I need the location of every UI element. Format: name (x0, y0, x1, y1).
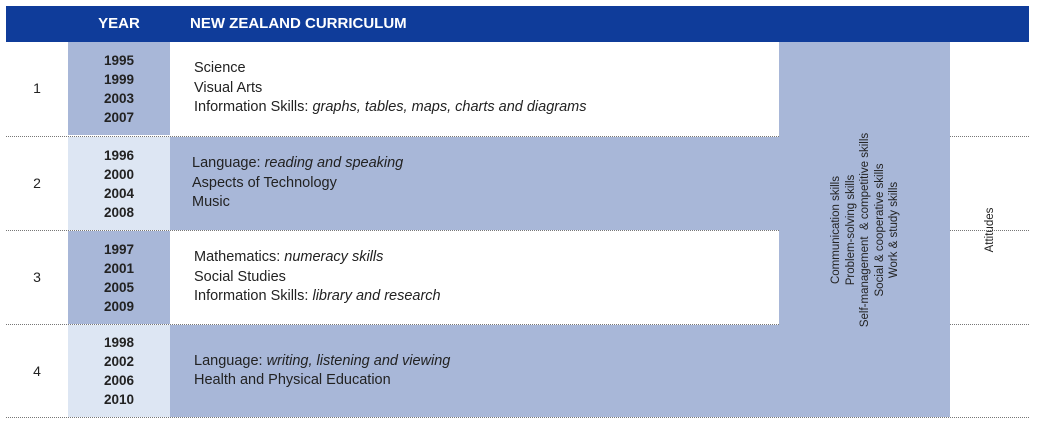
skill-item: Work & study skills (887, 181, 900, 278)
subject-detail: writing, listening and viewing (266, 352, 451, 369)
subject-detail: numeracy skills (284, 249, 384, 266)
subject-name: Health and Physical Education (194, 372, 391, 388)
year-list (68, 42, 170, 135)
subject-name: Language: (194, 352, 267, 369)
subject-item (194, 287, 779, 307)
subject-name: Social Studies (194, 268, 286, 285)
attitudes-column (950, 42, 1029, 417)
row-number: 3 (33, 269, 41, 285)
subject-item (194, 59, 779, 79)
table-header (6, 6, 1029, 42)
subject-detail: reading and speaking (264, 155, 404, 172)
year-value: 2000 (103, 166, 135, 182)
row-number: 4 (33, 363, 41, 379)
skill-item: Self-management & competitive skills (858, 132, 871, 327)
subject-item (194, 352, 779, 372)
attitudes-label: Attitudes (983, 207, 996, 252)
row-number: 1 (33, 80, 41, 96)
subject-item (192, 174, 779, 194)
subject-list (170, 231, 779, 324)
subject-detail: graphs, tables, maps, charts and diagrams (312, 99, 587, 116)
year-value: 2005 (103, 279, 135, 295)
year-value: 2009 (103, 298, 135, 314)
subject-item (194, 371, 779, 391)
year-list (68, 137, 170, 230)
subject-name: Visual Arts (194, 79, 263, 96)
skill-item: Social & cooperative skills (872, 163, 885, 296)
year-list (68, 325, 170, 417)
year-value: 1999 (103, 71, 135, 87)
subject-item (194, 248, 779, 268)
row-divider (6, 417, 1029, 418)
year-value: 2007 (103, 109, 135, 125)
subject-item (194, 268, 779, 288)
year-value: 1997 (103, 241, 135, 257)
subject-item (192, 193, 779, 213)
year-list (68, 231, 170, 324)
year-value: 2004 (103, 185, 135, 201)
subject-list (170, 42, 779, 135)
subject-item (194, 98, 779, 118)
subject-name: Language: (192, 155, 265, 172)
subject-name: Music (192, 194, 230, 211)
year-value: 2006 (103, 373, 135, 388)
year-column-header: YEAR (98, 15, 140, 32)
row-number: 2 (33, 175, 41, 191)
subject-item (194, 79, 779, 99)
subject-item (192, 154, 779, 174)
subject-list (170, 325, 779, 417)
year-value: 2001 (103, 260, 135, 276)
subject-list (170, 137, 779, 230)
skill-item: Problem-solving skills (843, 174, 856, 285)
year-value: 1998 (103, 335, 135, 350)
year-value: 1995 (103, 52, 135, 68)
subject-name: Information Skills: (194, 288, 313, 305)
subject-name: Information Skills: (194, 99, 313, 116)
year-value: 1996 (103, 147, 135, 163)
subject-name: Aspects of Technology (192, 174, 337, 191)
subject-name: Science (194, 60, 246, 77)
year-value: 2008 (103, 204, 135, 220)
subject-detail: library and research (312, 288, 441, 305)
skills-list (828, 132, 901, 326)
year-value: 2010 (103, 392, 135, 407)
skill-item: Communication skills (829, 175, 842, 284)
skills-column (779, 42, 950, 417)
year-value: 2002 (103, 354, 135, 369)
year-value: 2003 (103, 90, 135, 106)
subject-name: Mathematics: (194, 249, 285, 266)
curriculum-column-header: NEW ZEALAND CURRICULUM (190, 15, 407, 32)
